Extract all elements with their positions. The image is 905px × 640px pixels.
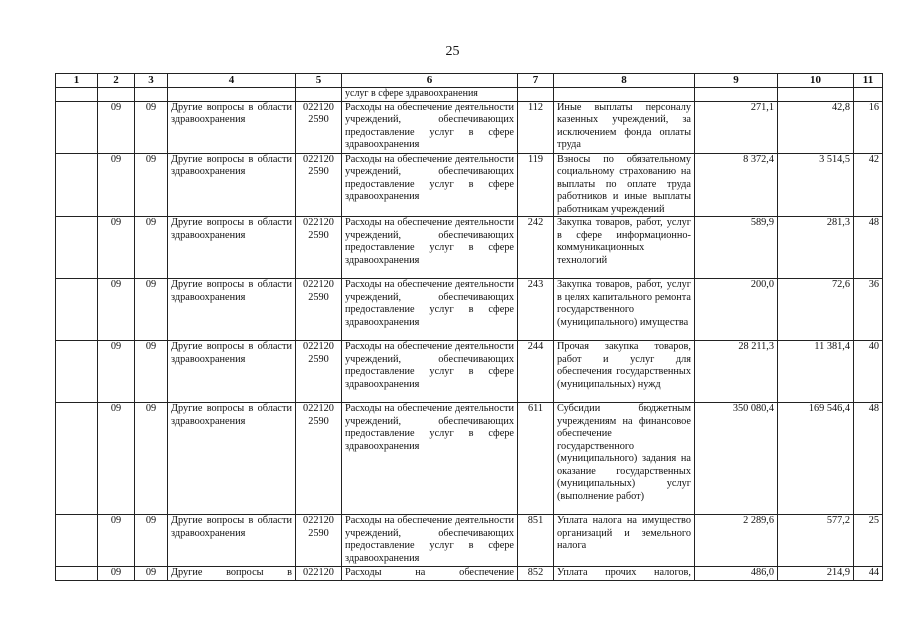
percent-executed: 42 (854, 153, 883, 217)
row-number-cell (56, 217, 98, 279)
section-code: 09 (98, 341, 135, 403)
expense-name: Уплата налога на имущество организаций и земельного налога (554, 515, 695, 567)
target-name: Расходы на обеспечение (342, 567, 518, 581)
target-code (296, 217, 342, 279)
expense-code: 852 (518, 567, 554, 581)
actual-amount: 3 514,5 (778, 153, 854, 217)
table-row (56, 515, 883, 567)
target-code-part: 022120 (303, 515, 334, 526)
column-header: 9 (695, 74, 778, 88)
table-row (56, 101, 883, 153)
section-code: 09 (98, 153, 135, 217)
table-body (56, 101, 883, 567)
actual-amount: 214,9 (778, 567, 854, 581)
row-number-cell (56, 341, 98, 403)
column-header: 4 (168, 74, 296, 88)
target-name: Расходы на обеспечение деятельности учреждений, обеспечивающих предоставление услуг в сфере здравоохранения (342, 515, 518, 567)
row-number-cell (56, 101, 98, 153)
column-header: 10 (778, 74, 854, 88)
percent-executed: 48 (854, 217, 883, 279)
table-row (56, 403, 883, 515)
target-name: Расходы на обеспечение деятельности учреждений, обеспечивающих предоставление услуг в сфере здравоохранения (342, 101, 518, 153)
column-header: 3 (135, 74, 168, 88)
expense-name: Закупка товаров, работ, услуг в сфере информационно-коммуникационных технологий (554, 217, 695, 279)
actual-amount: 11 381,4 (778, 341, 854, 403)
section-name: Другие вопросы в области здравоохранения (168, 279, 296, 341)
target-code-part: 022120 (303, 279, 334, 290)
expense-name: Уплата прочих налогов, (554, 567, 695, 581)
expense-code: 244 (518, 341, 554, 403)
column-header: 5 (296, 74, 342, 88)
target-code-part: 2590 (308, 353, 329, 365)
target-code-part: 2590 (308, 415, 329, 427)
header-row (56, 74, 883, 88)
percent-executed: 36 (854, 279, 883, 341)
target-code-part: 2590 (308, 114, 329, 125)
target-name: Расходы на обеспечение деятельности учреждений, обеспечивающих предоставление услуг в сфере здравоохранения (342, 279, 518, 341)
target-code-part: 022120 (303, 101, 334, 113)
planned-amount: 589,9 (695, 217, 778, 279)
expense-name: Субсидии бюджетным учреждениям на финансовое обеспечение государственного (муниципального) задания на оказание государственных (муниципальных) услуг (выполнение работ) (554, 403, 695, 515)
expense-code: 611 (518, 403, 554, 515)
expense-code: 119 (518, 153, 554, 217)
target-name: Расходы на обеспечение деятельности учреждений, обеспечивающих предоставление услуг в сфере здравоохранения (342, 341, 518, 403)
percent-executed: 16 (854, 101, 883, 153)
column-header: 1 (56, 74, 98, 88)
planned-amount: 2 289,6 (695, 515, 778, 567)
expense-code: 243 (518, 279, 554, 341)
target-code (296, 403, 342, 515)
target-code: 022120 (296, 567, 342, 581)
section-code: 09 (98, 567, 135, 581)
section-name: Другие вопросы в области здравоохранения (168, 217, 296, 279)
column-header: 7 (518, 74, 554, 88)
column-header: 2 (98, 74, 135, 88)
expense-code: 851 (518, 515, 554, 567)
target-code-part: 2590 (308, 527, 329, 539)
planned-amount: 200,0 (695, 279, 778, 341)
expense-name: Прочая закупка товаров, работ и услуг для обеспечения государственных (муниципальных) нужд (554, 341, 695, 403)
actual-amount: 72,6 (778, 279, 854, 341)
table-row (56, 279, 883, 341)
expense-code: 242 (518, 217, 554, 279)
target-code-part: 2590 (308, 166, 329, 177)
section-name: Другие вопросы в области здравоохранения (168, 153, 296, 217)
target-code-part: 022120 (303, 341, 334, 352)
percent-executed: 40 (854, 341, 883, 403)
subsection-code: 09 (135, 567, 168, 581)
expense-name: Взносы по обязательному социальному страхованию на выплаты по оплате труда работников и иные выплаты работникам учреждений (554, 153, 695, 217)
section-name: Другие вопросы в области здравоохранения (168, 403, 296, 515)
subsection-code: 09 (135, 101, 168, 153)
target-code-part: 2590 (308, 229, 329, 241)
target-code-part: 2590 (308, 291, 329, 303)
target-name: Расходы на обеспечение деятельности учреждений, обеспечивающих предоставление услуг в сфере здравоохранения (342, 153, 518, 217)
section-name: Другие вопросы в области здравоохранения (168, 341, 296, 403)
column-header: 11 (854, 74, 883, 88)
target-code-part: 022120 (303, 217, 334, 228)
section-name: Другие вопросы в области здравоохранения (168, 101, 296, 153)
subsection-code: 09 (135, 153, 168, 217)
section-code: 09 (98, 217, 135, 279)
target-code (296, 101, 342, 153)
percent-executed: 48 (854, 403, 883, 515)
actual-amount: 577,2 (778, 515, 854, 567)
target-name: Расходы на обеспечение деятельности учреждений, обеспечивающих предоставление услуг в сфере здравоохранения (342, 403, 518, 515)
section-code: 09 (98, 515, 135, 567)
expense-name: Иные выплаты персоналу казенных учреждений, за исключением фонда оплаты труда (554, 101, 695, 153)
actual-amount: 169 546,4 (778, 403, 854, 515)
table-row (56, 153, 883, 217)
subsection-code: 09 (135, 279, 168, 341)
table-row (56, 341, 883, 403)
section-name: Другие вопросы в (168, 567, 296, 581)
subsection-code: 09 (135, 341, 168, 403)
section-code: 09 (98, 101, 135, 153)
row-number-cell (56, 515, 98, 567)
target-code-part: 022120 (303, 153, 334, 165)
target-code (296, 153, 342, 217)
percent-executed: 25 (854, 515, 883, 567)
budget-table (55, 73, 883, 581)
section-code: 09 (98, 403, 135, 515)
target-code (296, 515, 342, 567)
planned-amount: 350 080,4 (695, 403, 778, 515)
column-header: 6 (342, 74, 518, 88)
table-row (56, 567, 883, 581)
column-header: 8 (554, 74, 695, 88)
subsection-code: 09 (135, 403, 168, 515)
target-code (296, 279, 342, 341)
continuation-row (56, 88, 883, 102)
page-number: 25 (445, 44, 460, 59)
section-name: Другие вопросы в области здравоохранения (168, 515, 296, 567)
row-number-cell (56, 153, 98, 217)
planned-amount: 486,0 (695, 567, 778, 581)
subsection-code: 09 (135, 515, 168, 567)
subsection-code: 09 (135, 217, 168, 279)
target-name: Расходы на обеспечение деятельности учреждений, обеспечивающих предоставление услуг в сфере здравоохранения (342, 217, 518, 279)
row-number-cell (56, 279, 98, 341)
section-code: 09 (98, 279, 135, 341)
target-code (296, 341, 342, 403)
expense-name: Закупка товаров, работ, услуг в целях капитального ремонта государственного (муниципального) имущества (554, 279, 695, 341)
table-row (56, 217, 883, 279)
planned-amount: 271,1 (695, 101, 778, 153)
target-code-part: 022120 (303, 403, 334, 414)
planned-amount: 28 211,3 (695, 341, 778, 403)
row-number-cell (56, 403, 98, 515)
percent-executed: 44 (854, 567, 883, 581)
expense-code: 112 (518, 101, 554, 153)
planned-amount: 8 372,4 (695, 153, 778, 217)
continuation-text: услуг в сфере здравоохранения (342, 88, 518, 102)
actual-amount: 42,8 (778, 101, 854, 153)
actual-amount: 281,3 (778, 217, 854, 279)
